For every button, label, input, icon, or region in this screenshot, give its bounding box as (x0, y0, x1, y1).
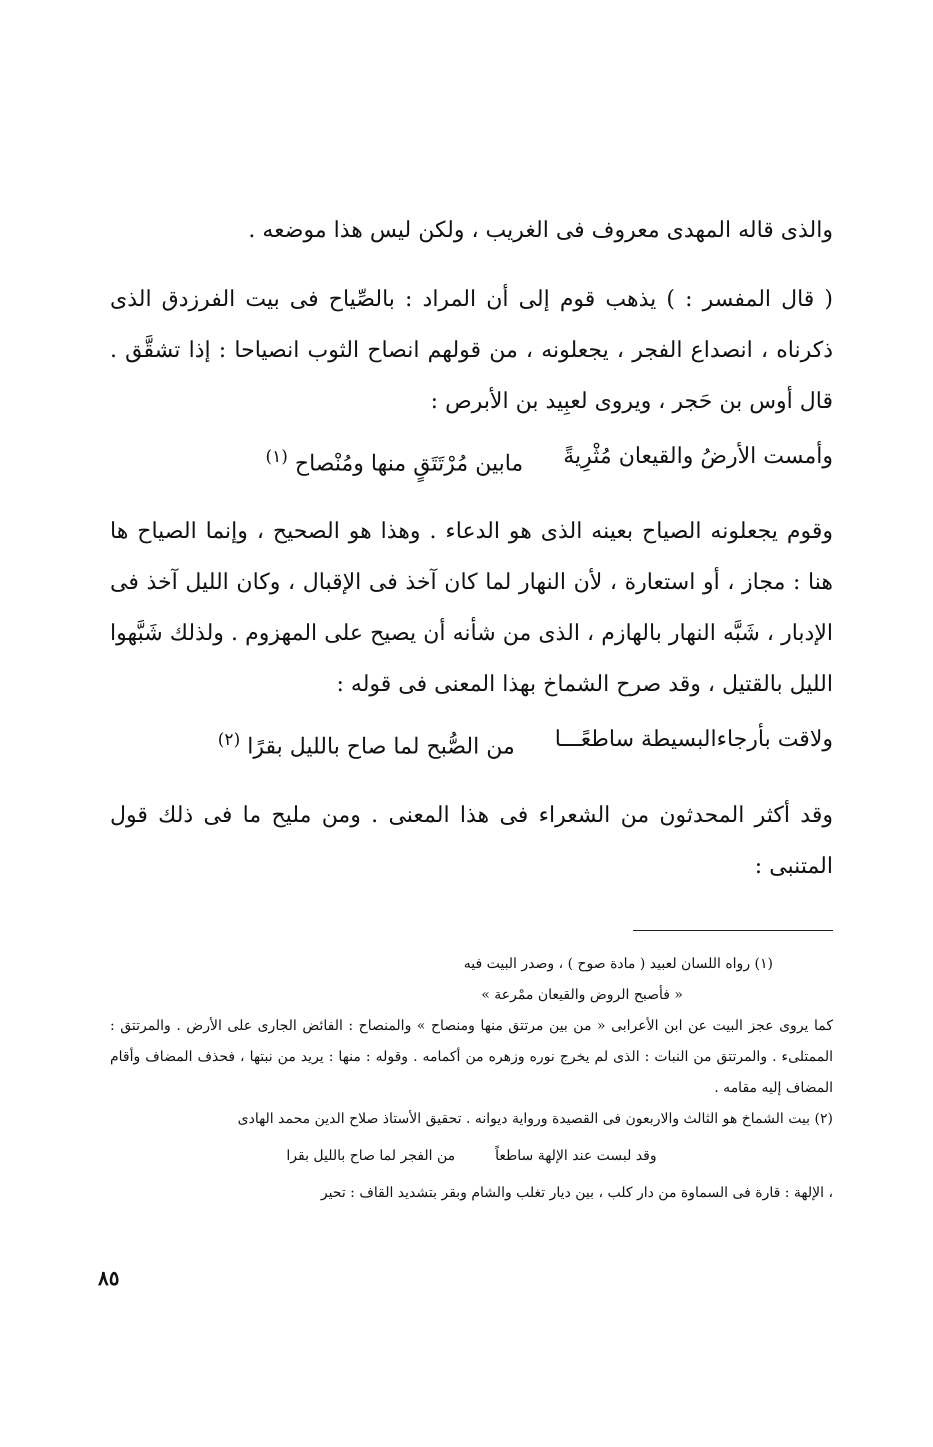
footnote-2-last: ، الإلهة : قارة فى السماوة من دار كلب ، بين ديار تغلب والشام وبقر بتشديد القاف : تحير (320, 1184, 833, 1201)
footnote-1-line-1: (١) رواه اللسان لعبيد ( مادة صوح ) ، وصدر البيت فيه (463, 955, 773, 972)
page-content (110, 205, 833, 1209)
paragraph-2: ( قال المفسر : ) يذهب قوم إلى أن المراد : بالصِّياح فى بيت الفرزدق الذى ذكرناه ، انصداع الفجر ، يجعلونه ، من قولهم انصاح الثوب انصياحا : إذا تشقَّق . قال أوس بن حَجر ، ويروى لعبِيد بن الأبرص : (110, 287, 833, 414)
verse-2-second-text: من الصُّبح لما صاح بالليل بقرًا (247, 734, 515, 760)
footnote-2-verse-second: من الفجر لما صاح بالليل بقرا (286, 1147, 456, 1164)
footnote-2-verse-first: وقد لبست عند الإلهة ساطعاً (495, 1147, 657, 1164)
footnote-1-body: كما يروى عجز البيت عن ابن الأعرابى « من بين مرتتق منها ومنصاح » والمنصاح : الفائض الجارى على الأرض . والمرتتق : الممتلىء . والمرتتق من النبات : الذى لم يخرج نوره وزهره من أكمامه . وقوله : منها : يريد من نبتها ، فحذف المضاف وأقام المضاف إليه مقامه . (110, 1017, 833, 1096)
paragraph-1: والذى قاله المهدى معروف فى الغريب ، ولكن ليس هذا موضعه . (248, 218, 833, 243)
verse-2-first-hemistich: ولاقت بأرجاءالبسيطة ساطعًـــا (554, 727, 833, 753)
paragraph-3: وقوم يجعلونه الصياح بعينه الذى هو الدعاء . وهذا هو الصحيح ، وإنما الصياح ها هنا : مجاز ، أو استعارة ، لأن النهار لما كان آخذ فى الإقبال ، وكان الليل آخذ فى الإدبار ، شَبَّه النهار بالهازم ، الذى من شأنه أن يصيح على المهزوم . ولذلك شَبَّهوا الليل بالقتيل ، وقد صرح الشماخ بهذا المعنى فى قوله : (110, 519, 833, 698)
footnotes (110, 949, 833, 1209)
footnote-ref-2: (٢) (217, 730, 241, 751)
verse-1-second-text: مابين مُرْتَتَقٍ منها ومُنْصاح (294, 451, 524, 477)
verse-1-first-hemistich: وأمست الأرضُ والقيعان مُثْرِيةً (563, 444, 833, 469)
footnote-divider (633, 930, 833, 931)
footnote-2-verse (110, 1141, 833, 1172)
verse-2 (110, 720, 833, 767)
verse-1 (110, 437, 833, 484)
verse-2-second-hemistich (218, 720, 515, 767)
page-number: ٨٥ (98, 1266, 120, 1290)
footnote-1-line-2: « فأصبح الروض والقيعان ممْرعة » (481, 986, 683, 1003)
paragraph-4: وقد أكثر المحدثون من الشعراء فى هذا المعنى . ومن مليح ما فى ذلك قول المتنبى : (110, 802, 833, 879)
verse-1-second-hemistich (265, 437, 523, 484)
footnote-ref-1: (١) (265, 447, 288, 467)
footnote-2-body: (٢) بيت الشماخ هو الثالث والاربعون فى القصيدة ورواية ديوانه . تحقيق الأستاذ صلاح الدين محمد الهادى (237, 1110, 833, 1127)
